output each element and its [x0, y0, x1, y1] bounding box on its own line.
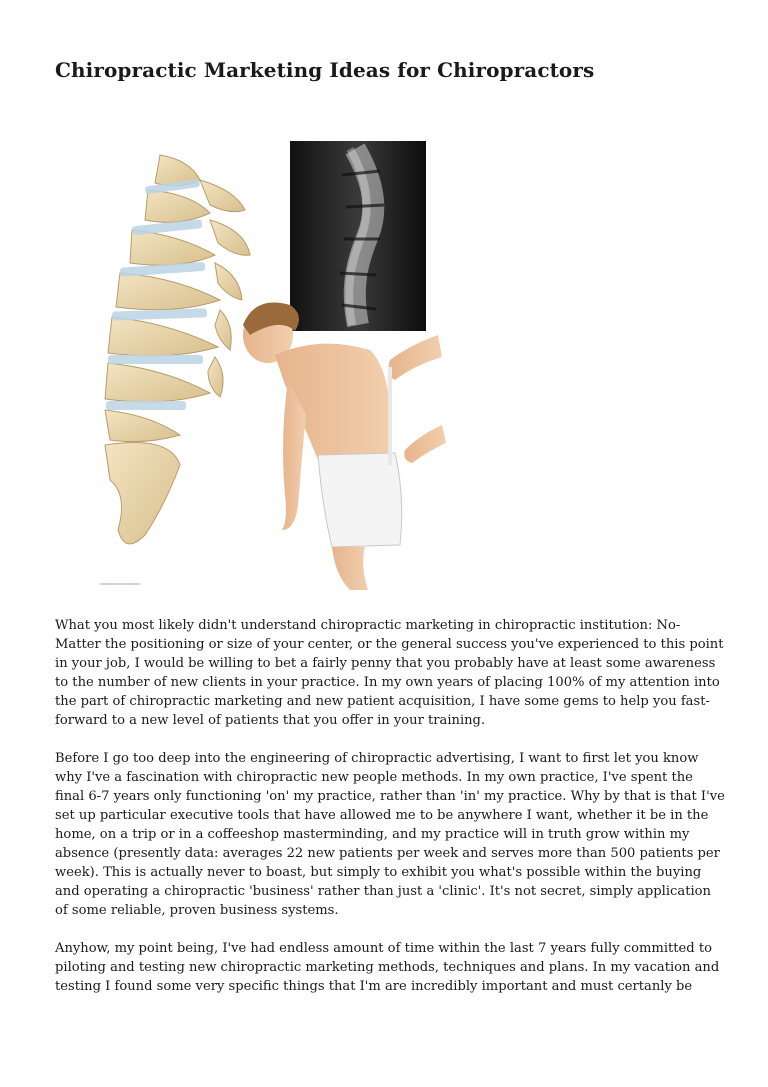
article-body	[55, 616, 725, 1015]
vertebrae-drawing	[100, 155, 250, 585]
xray-image	[290, 141, 426, 331]
patient-figure	[243, 303, 446, 591]
paragraph: Anyhow, my point being, I've had endless amount of time within the last 7 years fully committed to piloting and testing new chiropractic marketing methods, techniques and plans. In my vacation and testing I found some very specific things that I'm are incredibly important and must certanly be	[55, 941, 720, 994]
spine-illustration-graphic	[50, 135, 450, 590]
paragraph: What you most likely didn't understand chiropractic marketing in chiropractic institution: No-Matter the positioning or size of your center, or the general success you've experienced to this point in your job, I would be willing to bet a fairly penny that you probably have at least some awareness to the number of new clients in your practice. In my own years of placing 100% of my attention into the part of chiropractic marketing and new patient acquisition, I have some gems to help you fast-forward to a new level of patients that you offer in your training.	[55, 618, 724, 728]
spine-illustration	[50, 135, 450, 590]
paragraph: Before I go too deep into the engineering of chiropractic advertising, I want to first let you know why I've a fascination with chiropractic new people methods. In my own practice, I've spent the final 6-7 years only functioning 'on' my practice, rather than 'in' my practice. Why by that is that I've set up particular executive tools that have allowed me to be anywhere I want, whether it be in the home, on a trip or in a coffeeshop masterminding, and my practice will in truth grow within my absence (presently data: averages 22 new patients per week and serves more than 500 patients per week). This is actually never to boast, but simply to exhibit you what's possible within the buying and operating a chiropractic 'business' rather than just a 'clinic'. It's not secret, simply application of some reliable, proven business systems.	[55, 751, 725, 918]
document-title: Chiropractic Marketing Ideas for Chiropractors	[55, 58, 595, 82]
